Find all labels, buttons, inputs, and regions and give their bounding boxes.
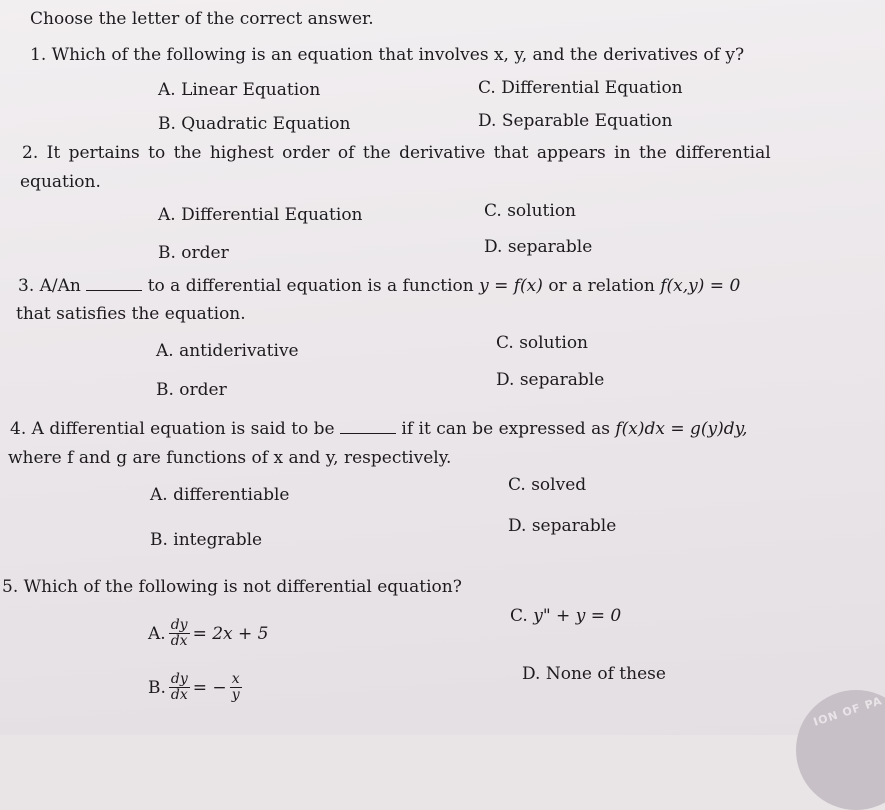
question-3-math1: y = f(x) [479,276,543,296]
q3-choice-b: B. order [156,380,227,400]
answer-blank [340,419,396,434]
question-2-line1: It pertains to the highest order of the derivative that appears in the differential [46,143,771,163]
q2-choice-c: C. solution [484,201,577,221]
q3-choice-a: A. antiderivative [156,341,299,361]
question-3-joiner: or a relation [548,276,655,296]
question-2-number: 2. [22,143,39,163]
q5-choice-c [510,606,621,626]
q5-choice-c-expr: y" + y = 0 [533,606,622,626]
question-4 [10,419,747,439]
q5-choice-a-rhs: = 2x + 5 [192,623,269,644]
question-5-number: 5. [2,577,19,597]
q1-choice-b: B. Quadratic Equation [158,114,351,134]
q5-choice-d: D. None of these [522,664,666,684]
question-4-math: f(x)dx = g(y)dy, [615,419,748,439]
question-3-line2: that satisfies the equation. [16,304,246,324]
question-5-text: Which of the following is not differential equation? [23,577,462,597]
q4-choice-a: A. differentiable [150,485,290,505]
q5-choice-b-eq: = − [192,677,227,698]
q4-choice-c: C. solved [508,475,587,495]
q5-choice-b [148,672,245,712]
q2-choice-b: B. order [158,243,229,263]
question-1-number: 1. [30,45,47,65]
q3-choice-d: D. separable [496,370,605,390]
q4-choice-b: B. integrable [150,530,263,550]
q1-choice-d: D. Separable Equation [478,111,673,131]
q2-choice-d: D. separable [484,237,593,257]
q5-choice-c-letter: C. [510,606,528,626]
q1-choice-c: C. Differential Equation [478,78,683,98]
question-4-mid: if it can be expressed as [401,419,610,439]
question-2 [22,143,771,163]
question-3-pre: A/An [39,276,81,296]
question-3-number: 3. [18,276,35,296]
question-4-number: 4. [10,419,27,439]
q3-choice-c: C. solution [496,333,589,353]
question-3-mid: to a differential equation is a function [147,276,474,296]
q2-choice-a: A. Differential Equation [158,205,363,225]
question-4-line2: where f and g are functions of x and y, respectively. [8,448,452,468]
instructions: Choose the letter of the correct answer. [30,9,374,29]
q5-choice-a-letter: A. [148,623,166,644]
x-over-y-fraction: $\frac{x}{y}$ [231,671,240,703]
answer-blank [86,276,142,291]
derivative-fraction: $\frac{dy}{dx}$ [170,671,188,703]
question-1 [30,45,744,65]
question-5 [2,577,462,597]
question-3 [18,276,740,296]
q1-choice-a: A. Linear Equation [158,80,321,100]
seal-text: ION OF PA [811,694,885,729]
q4-choice-d: D. separable [508,516,617,536]
q5-choice-b-letter: B. [148,677,166,698]
question-2-line2: equation. [20,172,101,192]
question-3-math2: f(x,y) = 0 [660,276,741,296]
q5-choice-a [148,618,268,658]
question-1-text: Which of the following is an equation that involves x, y, and the derivatives of y? [51,45,745,65]
derivative-fraction: $\frac{dy}{dx}$ [170,617,188,649]
question-4-pre: A differential equation is said to be [31,419,335,439]
